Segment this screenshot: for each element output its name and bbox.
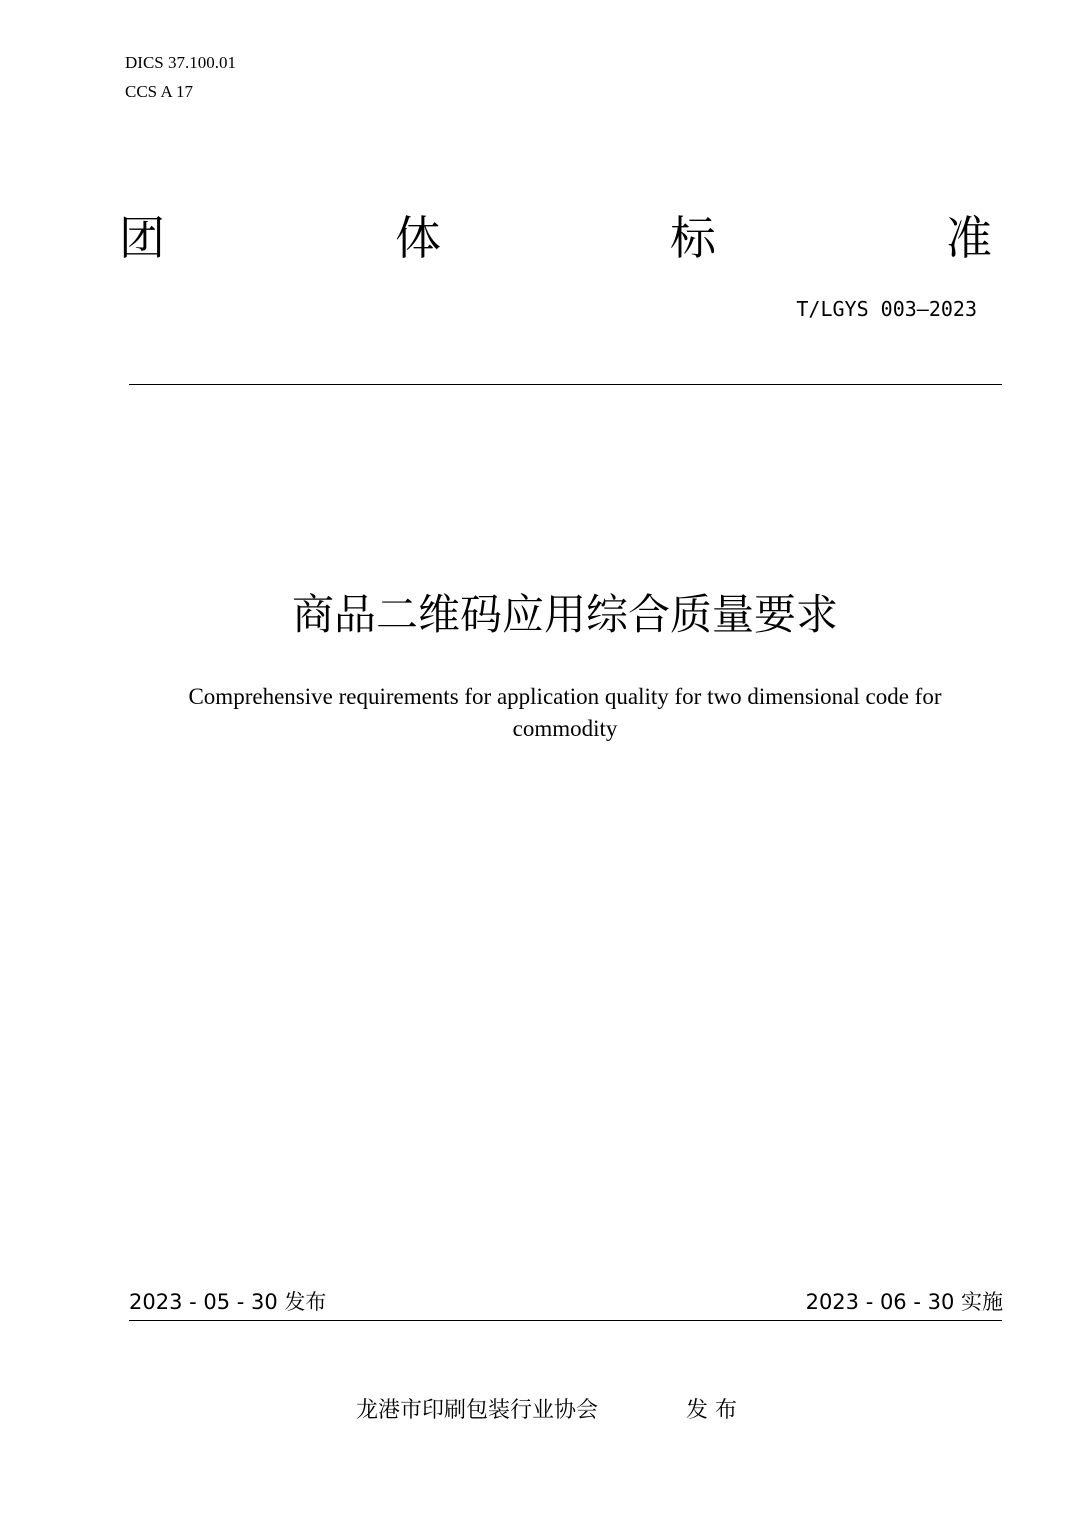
- standard-type-char-1: 团: [119, 211, 165, 265]
- publish-date: 2023 - 05 - 30 发布: [129, 1290, 327, 1314]
- ics-code: DICS 37.100.01: [125, 53, 236, 72]
- standard-type-char-4: 准: [946, 211, 992, 265]
- top-divider: [129, 384, 1002, 385]
- document-number: T/LGYS 003—2023: [796, 297, 977, 321]
- publisher-name: 龙港市印刷包装行业协会: [356, 1398, 599, 1423]
- bottom-divider: [129, 1320, 1002, 1321]
- ccs-code: CCS A 17: [125, 82, 194, 101]
- standard-type-char-3: 标: [670, 211, 716, 265]
- title-chinese: 商品二维码应用综合质量要求: [291, 590, 838, 639]
- effective-date: 2023 - 06 - 30 实施: [805, 1290, 1003, 1314]
- standard-type-char-2: 体: [395, 211, 441, 265]
- publisher-verb: 发 布: [686, 1398, 737, 1423]
- title-english: Comprehensive requirements for application quality for two dimensional code for commodity: [188, 684, 942, 741]
